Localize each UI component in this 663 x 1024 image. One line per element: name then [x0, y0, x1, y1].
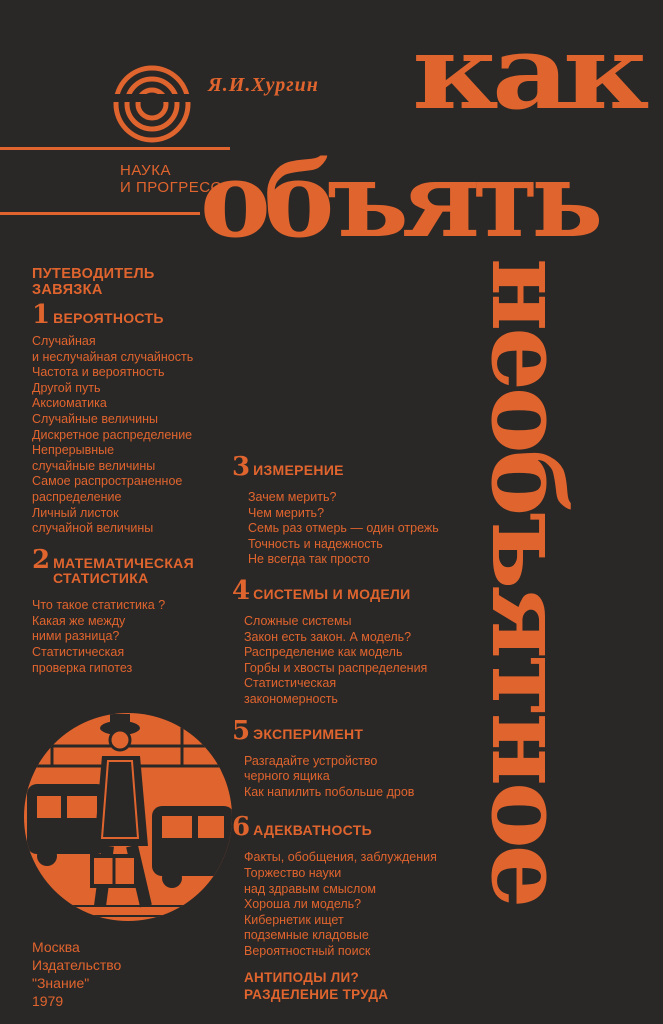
series-line: И ПРОГРЕСС: [120, 179, 222, 196]
series-rule-bottom: [0, 212, 200, 215]
toc-item: Вероятностный поиск: [244, 943, 371, 958]
toc-item: случайные величины: [32, 458, 156, 473]
imprint-line: 1979: [32, 993, 64, 1009]
toc-item: Самое распространенное: [32, 474, 183, 489]
toc-item: и неслучайная случайность: [32, 349, 194, 364]
toc-item: закономерность: [244, 691, 338, 706]
title-line-2: объять: [200, 138, 597, 261]
chapter-number: 5: [232, 715, 251, 746]
toc-intro: ПУТЕВОДИТЕЛЬ: [32, 266, 155, 282]
chapter-title: АДЕКВАТНОСТЬ: [253, 822, 372, 839]
chapter-heading: [232, 715, 439, 746]
series-line: НАУКА: [120, 162, 171, 179]
toc-item: Личный листок: [32, 505, 119, 520]
toc-item: Статистическая: [244, 676, 337, 691]
toc-item: Случайные величины: [32, 411, 159, 426]
toc-item: Какая же между: [32, 613, 126, 628]
toc-item: Частота и вероятность: [32, 365, 165, 380]
chapter-number: 6: [232, 812, 251, 843]
toc-right-column: [232, 452, 439, 1003]
toc-item: Аксиоматика: [32, 396, 107, 411]
toc-item: Что такое статистика ?: [32, 598, 166, 613]
imprint: [32, 938, 121, 1010]
imprint-line: "Знание": [32, 975, 90, 991]
chapter-title: СИСТЕМЫ И МОДЕЛИ: [253, 585, 411, 602]
toc-item: подземные кладовые: [244, 928, 369, 943]
toc-item: проверка гипотез: [32, 660, 133, 675]
toc-item: Случайная: [32, 334, 96, 348]
toc-intro: ЗАВЯЗКА: [32, 281, 103, 298]
toc-item: Другой путь: [32, 380, 101, 395]
imprint-line: Москва: [32, 939, 80, 955]
title-line-1: как: [412, 13, 643, 133]
toc-outro: АНТИПОДЫ ЛИ?: [244, 970, 360, 986]
chapter-items: [32, 598, 194, 676]
toc-item: случайной величины: [32, 521, 154, 536]
author: Я.И.Хургин: [208, 74, 319, 96]
chapter-number: 3: [232, 452, 251, 482]
toc-item: ними разница?: [32, 629, 120, 644]
chapter-items: [248, 490, 439, 568]
toc-item: Хороша ли модель?: [244, 897, 362, 912]
toc-item: Как напилить побольше дров: [244, 784, 415, 799]
chapter-title: ЭКСПЕРИМЕНТ: [253, 725, 364, 742]
imprint-line: Издательство: [32, 957, 122, 973]
series-rule-top: [0, 147, 230, 150]
toc-item: Семь раз отмерь — один отрежь: [248, 521, 439, 536]
title-vertical-text: необъятное: [469, 258, 587, 905]
chapter-number: 2: [32, 544, 51, 575]
toc-item: над здравым смыслом: [244, 881, 377, 896]
toc-item: Непрерывные: [32, 443, 115, 458]
street-scene-illustration: [22, 706, 234, 928]
chapter-items: [32, 334, 194, 537]
toc-item: черного ящика: [244, 769, 330, 784]
chapter-heading: [32, 544, 194, 575]
toc-item: Статистическая: [32, 645, 125, 659]
toc-item: Закон есть закон. А модель?: [244, 629, 412, 644]
toc-item: распределение: [32, 489, 122, 504]
toc-item: Торжество науки: [244, 865, 342, 880]
chapter-heading: [232, 452, 439, 482]
chapter-items: [244, 850, 439, 959]
toc-item: Горбы и хвосты распределения: [244, 660, 428, 675]
toc-item: Разгадайте устройство: [244, 753, 378, 768]
toc-left-column: [32, 267, 194, 676]
chapter-title-cont: СТАТИСТИКА: [53, 569, 149, 586]
chapter-items: [244, 614, 439, 708]
chapter-items: [244, 754, 439, 801]
chapter-heading: [232, 575, 439, 606]
toc-item: Распределение как модель: [244, 645, 403, 660]
toc-item: Дискретное распределение: [32, 427, 193, 442]
toc-item: Чем мерить?: [248, 505, 325, 520]
chapter-number: 1: [32, 300, 51, 330]
chapter-title: МАТЕМАТИЧЕСКАЯ: [53, 554, 194, 571]
series-logo-icon: [112, 64, 192, 144]
toc-item: Кибернетик ищет: [244, 912, 344, 927]
toc-item: Факты, обобщения, заблуждения: [244, 850, 437, 865]
chapter-number: 4: [232, 575, 251, 606]
chapter-title: ИЗМЕРЕНИЕ: [253, 462, 344, 478]
chapter-heading: [232, 812, 439, 843]
toc-item: Не всегда так просто: [248, 552, 370, 567]
chapter-title: ВЕРОЯТНОСТЬ: [53, 310, 164, 326]
chapter-heading: [32, 300, 194, 330]
toc-item: Точность и надежность: [248, 536, 383, 551]
toc-outro: РАЗДЕЛЕНИЕ ТРУДА: [244, 987, 389, 1003]
toc-item: Зачем мерить?: [248, 490, 337, 504]
toc-item: Сложные системы: [244, 613, 352, 628]
